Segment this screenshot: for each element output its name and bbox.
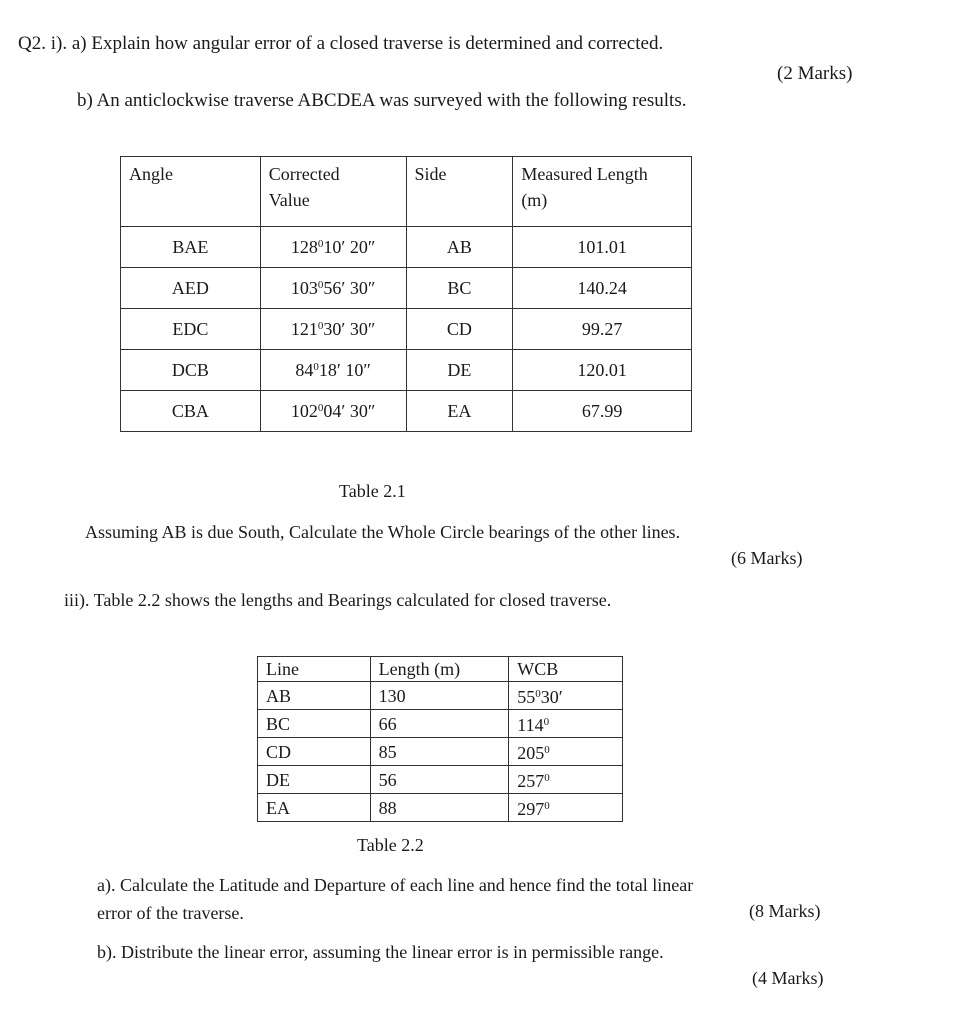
cell-side: DE — [406, 350, 513, 391]
cell-corrected-value — [260, 268, 406, 309]
cell-wcb — [509, 738, 623, 766]
table-2-1-caption: Table 2.1 — [339, 481, 406, 501]
cell-line: AB — [258, 682, 371, 710]
header-value-label: Value — [268, 190, 310, 210]
cell-wcb — [509, 794, 623, 822]
question-2-iii: iii). Table 2.2 shows the lengths and Bearings calculated for closed traverse. — [64, 590, 612, 610]
table-header-row — [121, 157, 692, 227]
cell-side: AB — [406, 227, 513, 268]
degrees-value: 103 — [290, 277, 318, 298]
cell-side: EA — [406, 391, 513, 432]
cell-measured-length: 140.24 — [513, 268, 692, 309]
cell-measured-length: 101.01 — [513, 227, 692, 268]
header-measured-length-label: Measured Length — [521, 164, 648, 184]
degrees-value: 257 — [517, 771, 545, 791]
question-2-ii: Assuming AB is due South, Calculate the Whole Circle bearings of the other lines. — [85, 522, 681, 542]
header-side: Side — [406, 157, 513, 227]
cell-wcb — [509, 766, 623, 794]
table-row — [258, 682, 623, 710]
cell-length: 85 — [370, 738, 509, 766]
table-row — [121, 350, 692, 391]
marks-6: (6 Marks) — [731, 548, 803, 568]
cell-corrected-value — [260, 309, 406, 350]
table-row — [121, 391, 692, 432]
degrees-value: 84 — [295, 359, 314, 380]
table-row — [258, 710, 623, 738]
minutes-seconds-value: 18′ 10″ — [318, 359, 371, 380]
header-corrected-value — [260, 157, 406, 227]
cell-line: BC — [258, 710, 371, 738]
degrees-value: 55 — [517, 687, 536, 707]
cell-measured-length: 99.27 — [513, 309, 692, 350]
degree-mark: 0 — [543, 716, 550, 728]
cell-side: CD — [406, 309, 513, 350]
minutes-seconds-value: 04′ 30″ — [323, 400, 376, 421]
header-angle: Angle — [121, 157, 261, 227]
table-2-2 — [257, 656, 623, 822]
question-2-iii-a-line-2: error of the traverse. — [97, 903, 244, 923]
degrees-value: 121 — [290, 318, 318, 339]
header-measured-length — [513, 157, 692, 227]
degree-mark: 0 — [317, 278, 324, 291]
marks-8: (8 Marks) — [749, 901, 821, 921]
cell-corrected-value — [260, 227, 406, 268]
degree-mark: 0 — [544, 772, 550, 784]
cell-line: EA — [258, 794, 371, 822]
header-wcb: WCB — [509, 657, 623, 682]
table-row — [121, 227, 692, 268]
header-corrected-label: Corrected — [268, 164, 340, 184]
header-line: Line — [258, 657, 371, 682]
marks-2: (2 Marks) — [777, 63, 853, 84]
minutes-seconds-value: 56′ 30″ — [323, 277, 376, 298]
table-header-row — [258, 657, 623, 682]
cell-corrected-value — [260, 350, 406, 391]
cell-angle: CBA — [121, 391, 261, 432]
cell-length: 88 — [370, 794, 509, 822]
cell-length: 66 — [370, 710, 509, 738]
degrees-value: 128 — [290, 236, 318, 257]
table-2-2-caption: Table 2.2 — [357, 835, 424, 855]
table-row — [258, 766, 623, 794]
minutes-seconds-value: 10′ 20″ — [323, 236, 376, 257]
cell-angle: DCB — [121, 350, 261, 391]
question-2-iii-b: b). Distribute the linear error, assuming the linear error is in permissible range. — [97, 942, 664, 962]
question-2-i-a: Q2. i). a) Explain how angular error of a closed traverse is determined and corrected. — [18, 33, 664, 54]
cell-measured-length: 67.99 — [513, 391, 692, 432]
cell-measured-length: 120.01 — [513, 350, 692, 391]
degrees-value: 114 — [517, 715, 544, 735]
degrees-value: 297 — [517, 799, 545, 819]
cell-length: 130 — [370, 682, 509, 710]
question-2-i-b: b) An anticlockwise traverse ABCDEA was surveyed with the following results. — [77, 90, 687, 111]
cell-side: BC — [406, 268, 513, 309]
cell-corrected-value — [260, 391, 406, 432]
table-row — [258, 738, 623, 766]
degrees-value: 102 — [290, 400, 318, 421]
minutes-value: 30′ — [540, 687, 563, 707]
cell-angle: BAE — [121, 227, 261, 268]
cell-wcb — [509, 682, 623, 710]
degree-mark: 0 — [313, 360, 319, 373]
cell-line: DE — [258, 766, 371, 794]
marks-4: (4 Marks) — [752, 968, 824, 988]
degree-mark: 0 — [317, 319, 324, 332]
cell-length: 56 — [370, 766, 509, 794]
minutes-seconds-value: 30′ 30″ — [323, 318, 376, 339]
header-length: Length (m) — [370, 657, 509, 682]
cell-angle: EDC — [121, 309, 261, 350]
degree-mark: 0 — [317, 237, 324, 250]
table-2-1 — [120, 156, 692, 432]
degree-mark: 0 — [535, 688, 541, 700]
degree-mark: 0 — [544, 744, 550, 756]
header-unit-label: (m) — [521, 190, 548, 210]
degree-mark: 0 — [544, 800, 550, 812]
table-row — [121, 309, 692, 350]
question-2-iii-a-line-1: a). Calculate the Latitude and Departure of each line and hence find the total linear — [97, 875, 694, 895]
table-row — [121, 268, 692, 309]
cell-line: CD — [258, 738, 371, 766]
degree-mark: 0 — [317, 401, 324, 414]
degrees-value: 205 — [517, 743, 545, 763]
table-row — [258, 794, 623, 822]
cell-wcb — [509, 710, 623, 738]
cell-angle: AED — [121, 268, 261, 309]
